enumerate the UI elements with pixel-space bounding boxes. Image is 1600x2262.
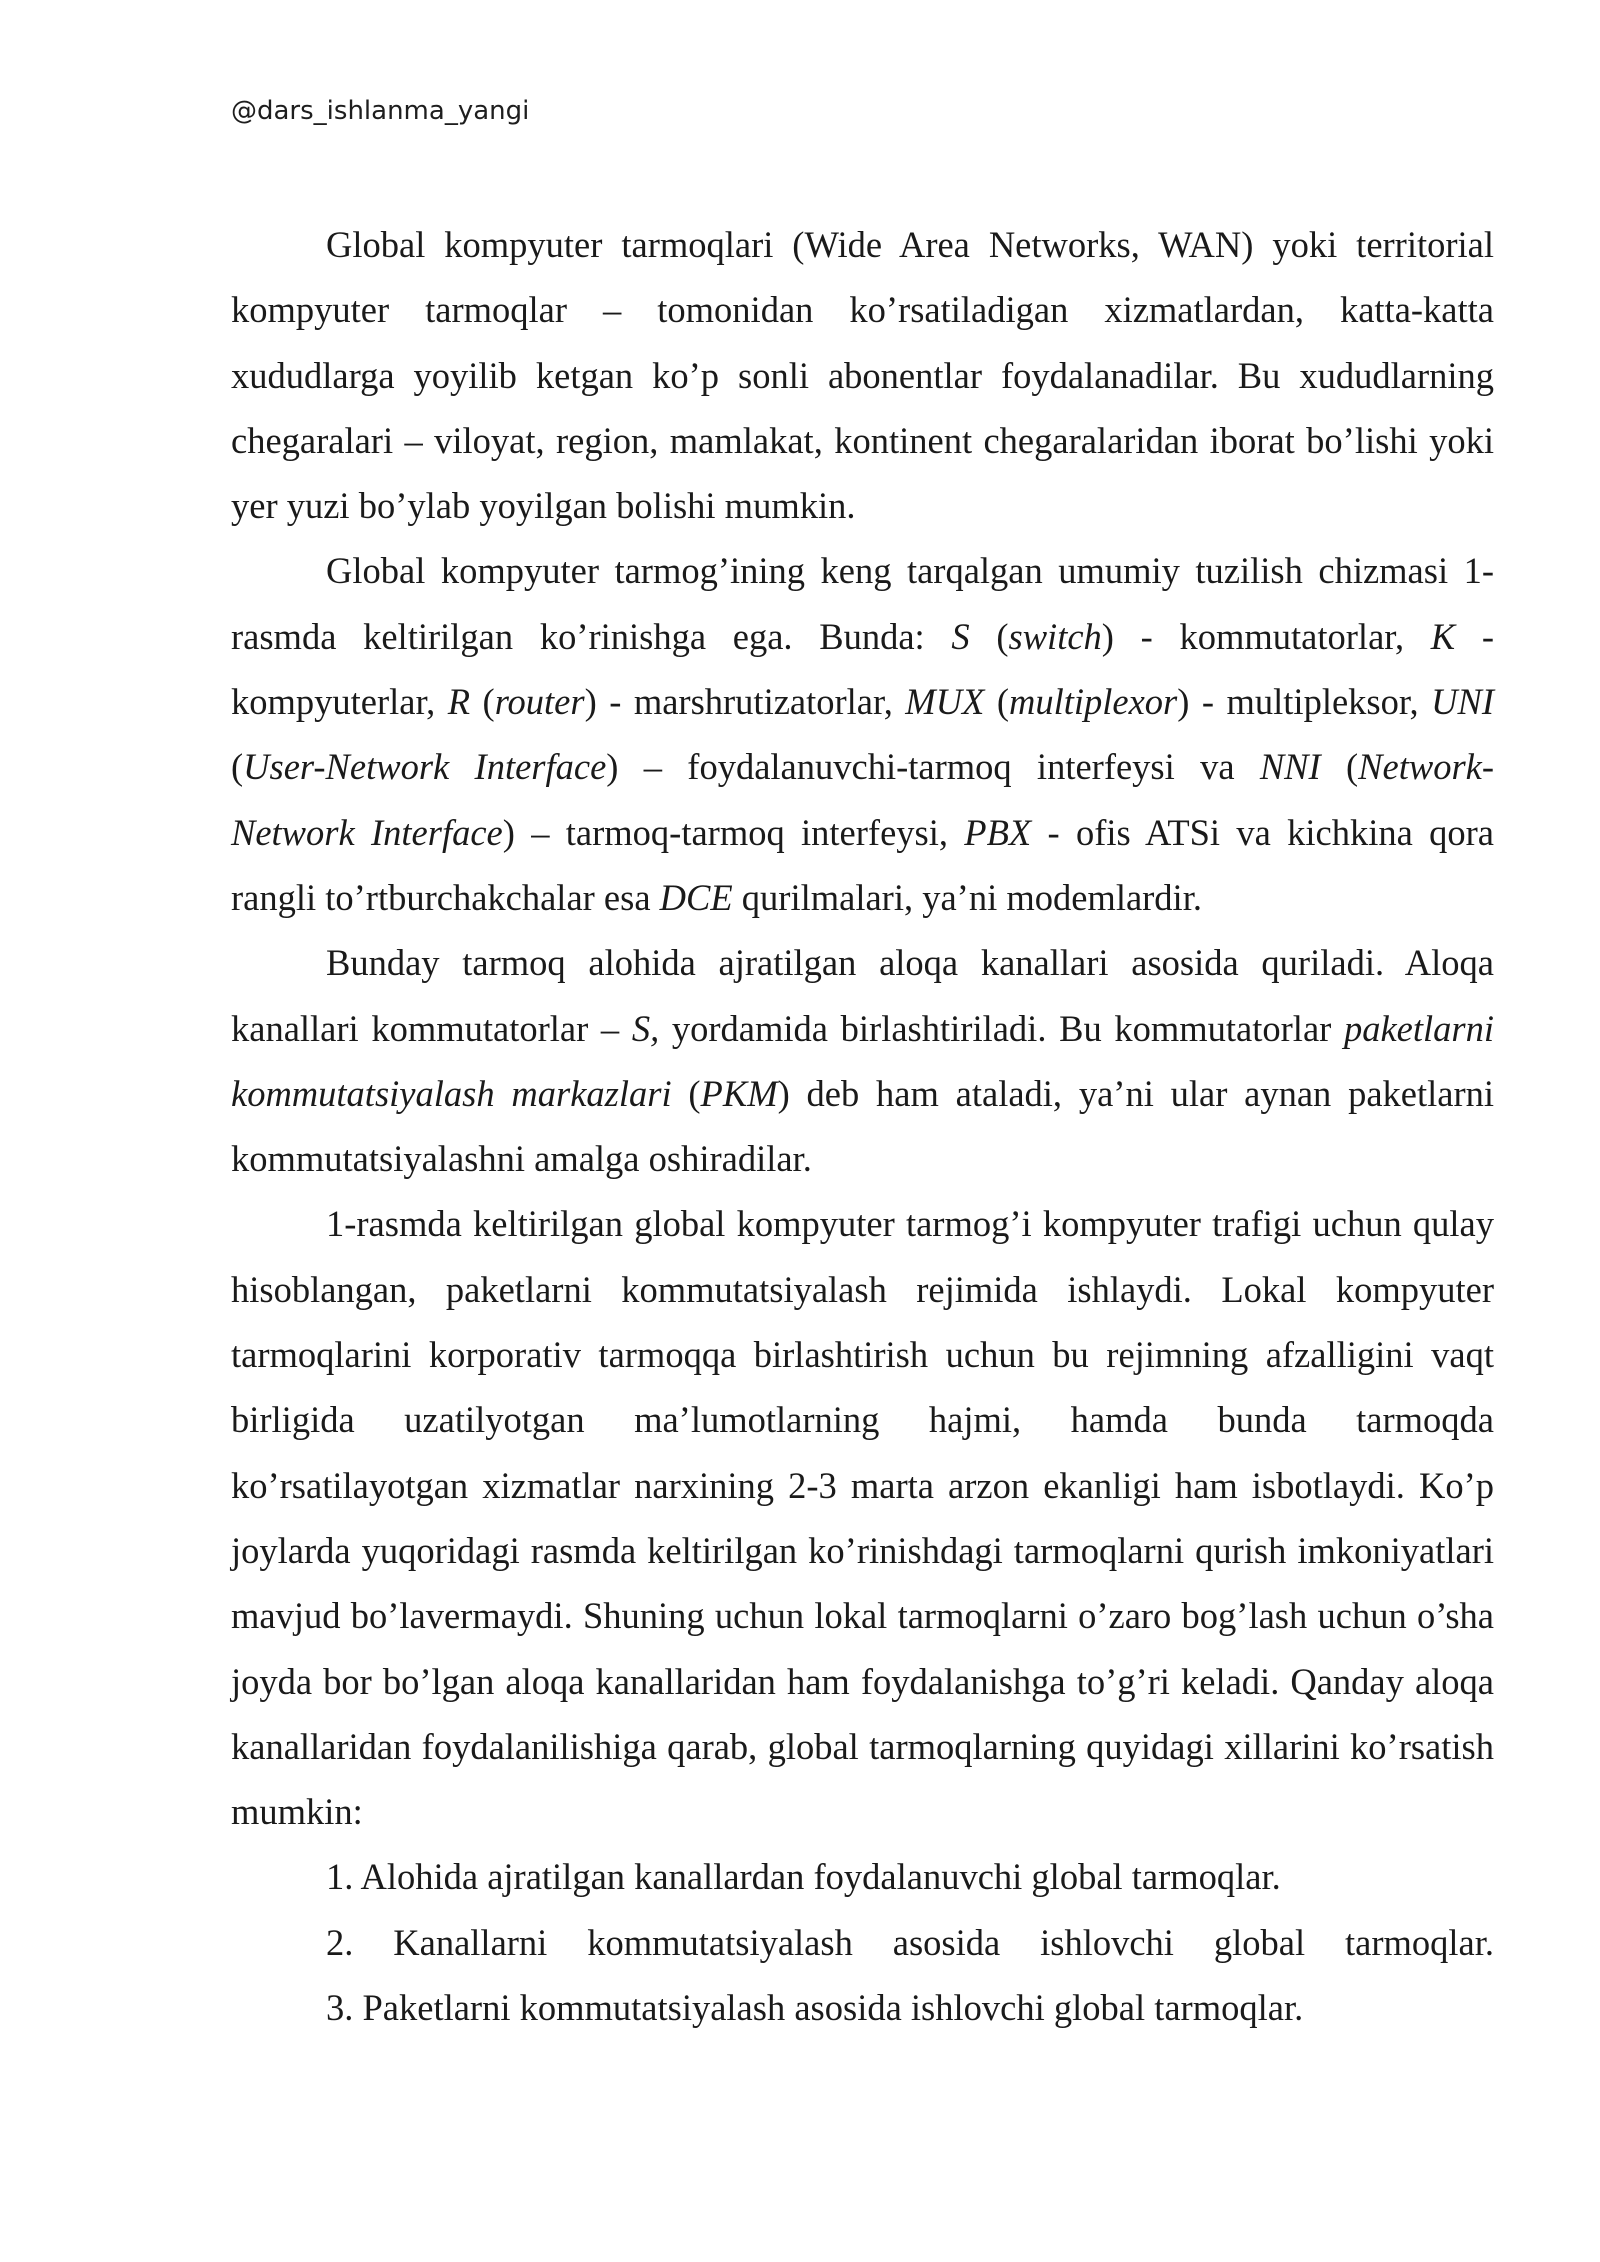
list-item: 3. Paketlarni kommutatsiyalash asosida ishlovchi global tarmoqlar. [326, 1987, 1304, 2029]
paragraph-1: Global kompyuter tarmoqlari (Wide Area Networks, WAN) yoki territorial kompyuter tarmoqlar – tomonidan ko’rsatiladigan xizmatlardan, katta-katta xududlarga yoyilib ketgan ko’p sonli abonentlar foydalanadilar. Bu xududlarning chegaralari – viloyat, region, mamlakat, kontinent chegaralaridan iborat bo’lishi yoki yer yuzi bo’ylab yoyilgan bolishi mumkin. [231, 224, 1494, 527]
list-item: 2. Kanallarni kommutatsiyalash asosida ishlovchi global tarmoqlar. [326, 1921, 1494, 1963]
document-body [231, 212, 1494, 2040]
list-item: 1. Alohida ajratilgan kanallardan foydalanuvchi global tarmoqlar. [326, 1856, 1281, 1898]
channel-handle: @dars_ishlanma_yangi [231, 96, 530, 126]
paragraph-3: Bunday tarmoq alohida ajratilgan aloqa kanallari asosida quriladi. Aloqa kanallari kommutatorlar – S, yordamida birlashtiriladi. Bu kommutatorlar paketlarni kommutatsiyalash markazlari (PKM) deb ham ataladi, ya’ni ular aynan paketlarni kommutatsiyalashni amalga oshiradilar. [231, 942, 1495, 1180]
paragraph-2: Global kompyuter tarmog’ining keng tarqalgan umumiy tuzilish chizmasi 1-rasmda keltirilgan ko’rinishga ega. Bunda: S (switch) - kommutatorlar, K - kompyuterlar, R (router) - marshrutizatorlar, MUX (multiplexor) - multipleksor, UNI (User-Network Interface) – foydalanuvchi-tarmoq interfeysi va NNI (Network-Network Interface) – tarmoq-tarmoq interfeysi, PBX - ofis ATSi va kichkina qora rangli to’rtburchakchalar esa DCE qurilmalari, ya’ni modemlardir. [231, 550, 1495, 918]
paragraph-4: 1-rasmda keltirilgan global kompyuter tarmog’i kompyuter trafigi uchun qulay hisoblangan, paketlarni kommutatsiyalash rejimida ishlaydi. Lokal kompyuter tarmoqlarini korporativ tarmoqqa birlashtirish uchun bu rejimning afzalligini vaqt birligida uzatilyotgan ma’lumotlarning hajmi, hamda bunda tarmoqda ko’rsatilayotgan xizmatlar narxining 2-3 marta arzon ekanligi ham isbotlaydi. Ko’p joylarda yuqoridagi rasmda keltirilgan ko’rinishdagi tarmoqlarni qurish imkoniyatlari mavjud bo’lavermaydi. Shuning uchun lokal tarmoqlarni o’zaro bog’lash uchun o’sha joyda bor bo’lgan aloqa kanallaridan ham foydalanishga to’g’ri keladi. Qanday aloqa kanallaridan foydalanilishiga qarab, global tarmoqlarning quyidagi xillarini ko’rsatish mumkin: [231, 1203, 1494, 1833]
